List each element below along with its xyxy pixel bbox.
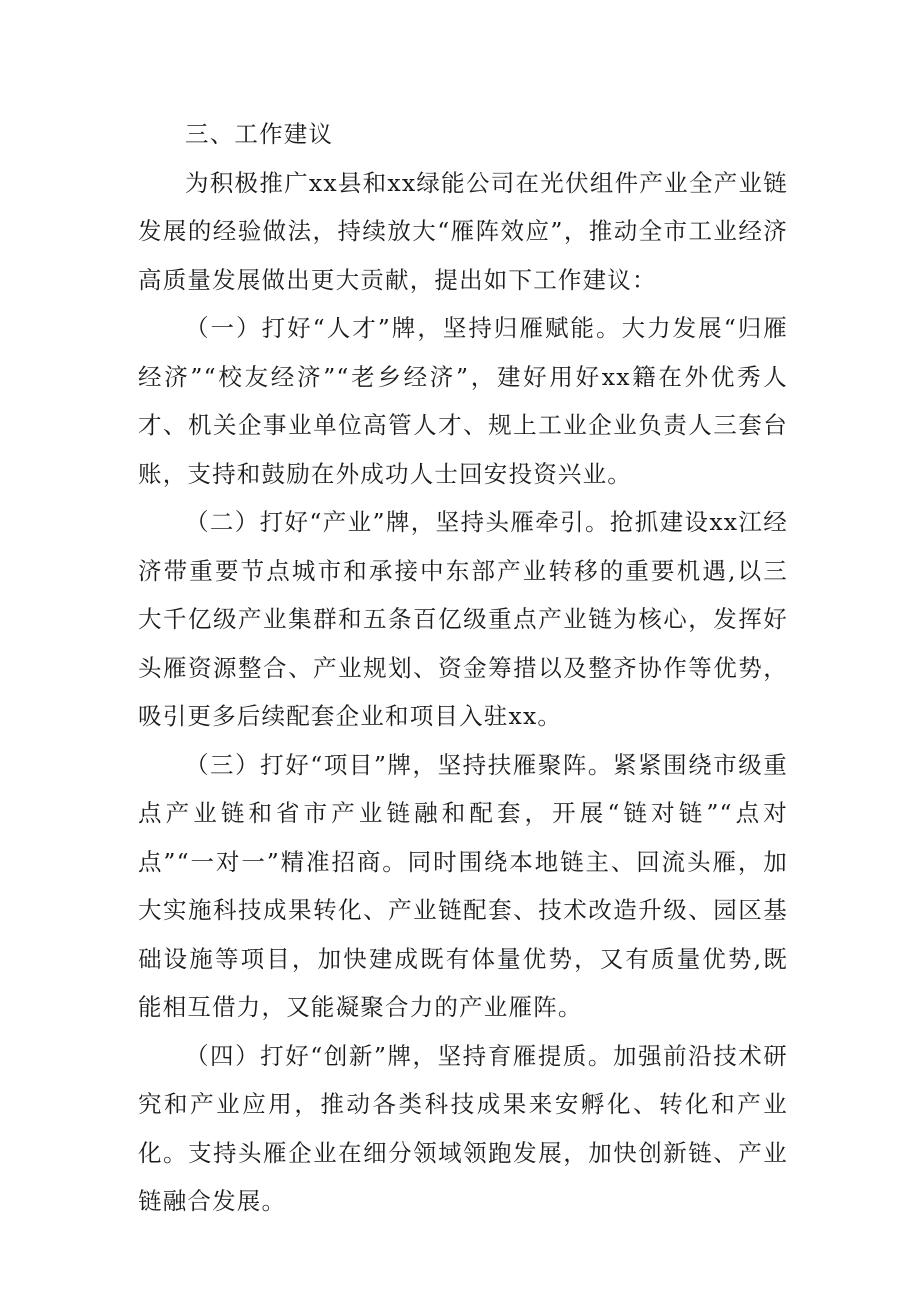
paragraph-talent: （一）打好“人才”牌，坚持归雁赋能。大力发展“归雁经济”“校友经济”“老乡经济”，建好用好xx籍在外优秀人才、机关企事业单位高管人才、规上工业企业负责人三套台账，支持和鼓励在外成功人士回安投资兴业。 (138, 314, 788, 488)
paragraph-intro: 为积极推广xx县和xx绿能公司在光伏组件产业全产业链发展的经验做法，持续放大“雁阵效应”，推动全市工业经济高质量发展做出更大贡献，提出如下工作建议： (138, 168, 788, 294)
paragraph-project: （三）打好“项目”牌，坚持扶雁聚阵。紧紧围绕市级重点产业链和省市产业链融和配套，开展“链对链”“点对点”“一对一”精准招商。同时围绕本地链主、回流头雁，加大实施科技成果转化、产业链配套、技术改造升级、园区基础设施等项目，加快建成既有体量优势，又有质量优势,既能相互借力，又能凝聚合力的产业雁阵。 (138, 750, 788, 1021)
paragraph-industry: （二）打好“产业”牌，坚持头雁牵引。抢抓建设xx江经济带重要节点城市和承接中东部产业转移的重要机遇,以三大千亿级产业集群和五条百亿级重点产业链为核心，发挥好头雁资源整合、产业规划、资金筹措以及整齐协作等优势，吸引更多后续配套企业和项目入驻xx。 (138, 508, 788, 730)
paragraph-innovation: （四）打好“创新”牌，坚持育雁提质。加强前沿技术研究和产业应用，推动各类科技成果来安孵化、转化和产业化。支持头雁企业在细分领域领跑发展，加快创新链、产业链融合发展。 (138, 1041, 788, 1215)
document-body (138, 110, 788, 1226)
section-heading: 三、工作建议 (185, 120, 334, 148)
